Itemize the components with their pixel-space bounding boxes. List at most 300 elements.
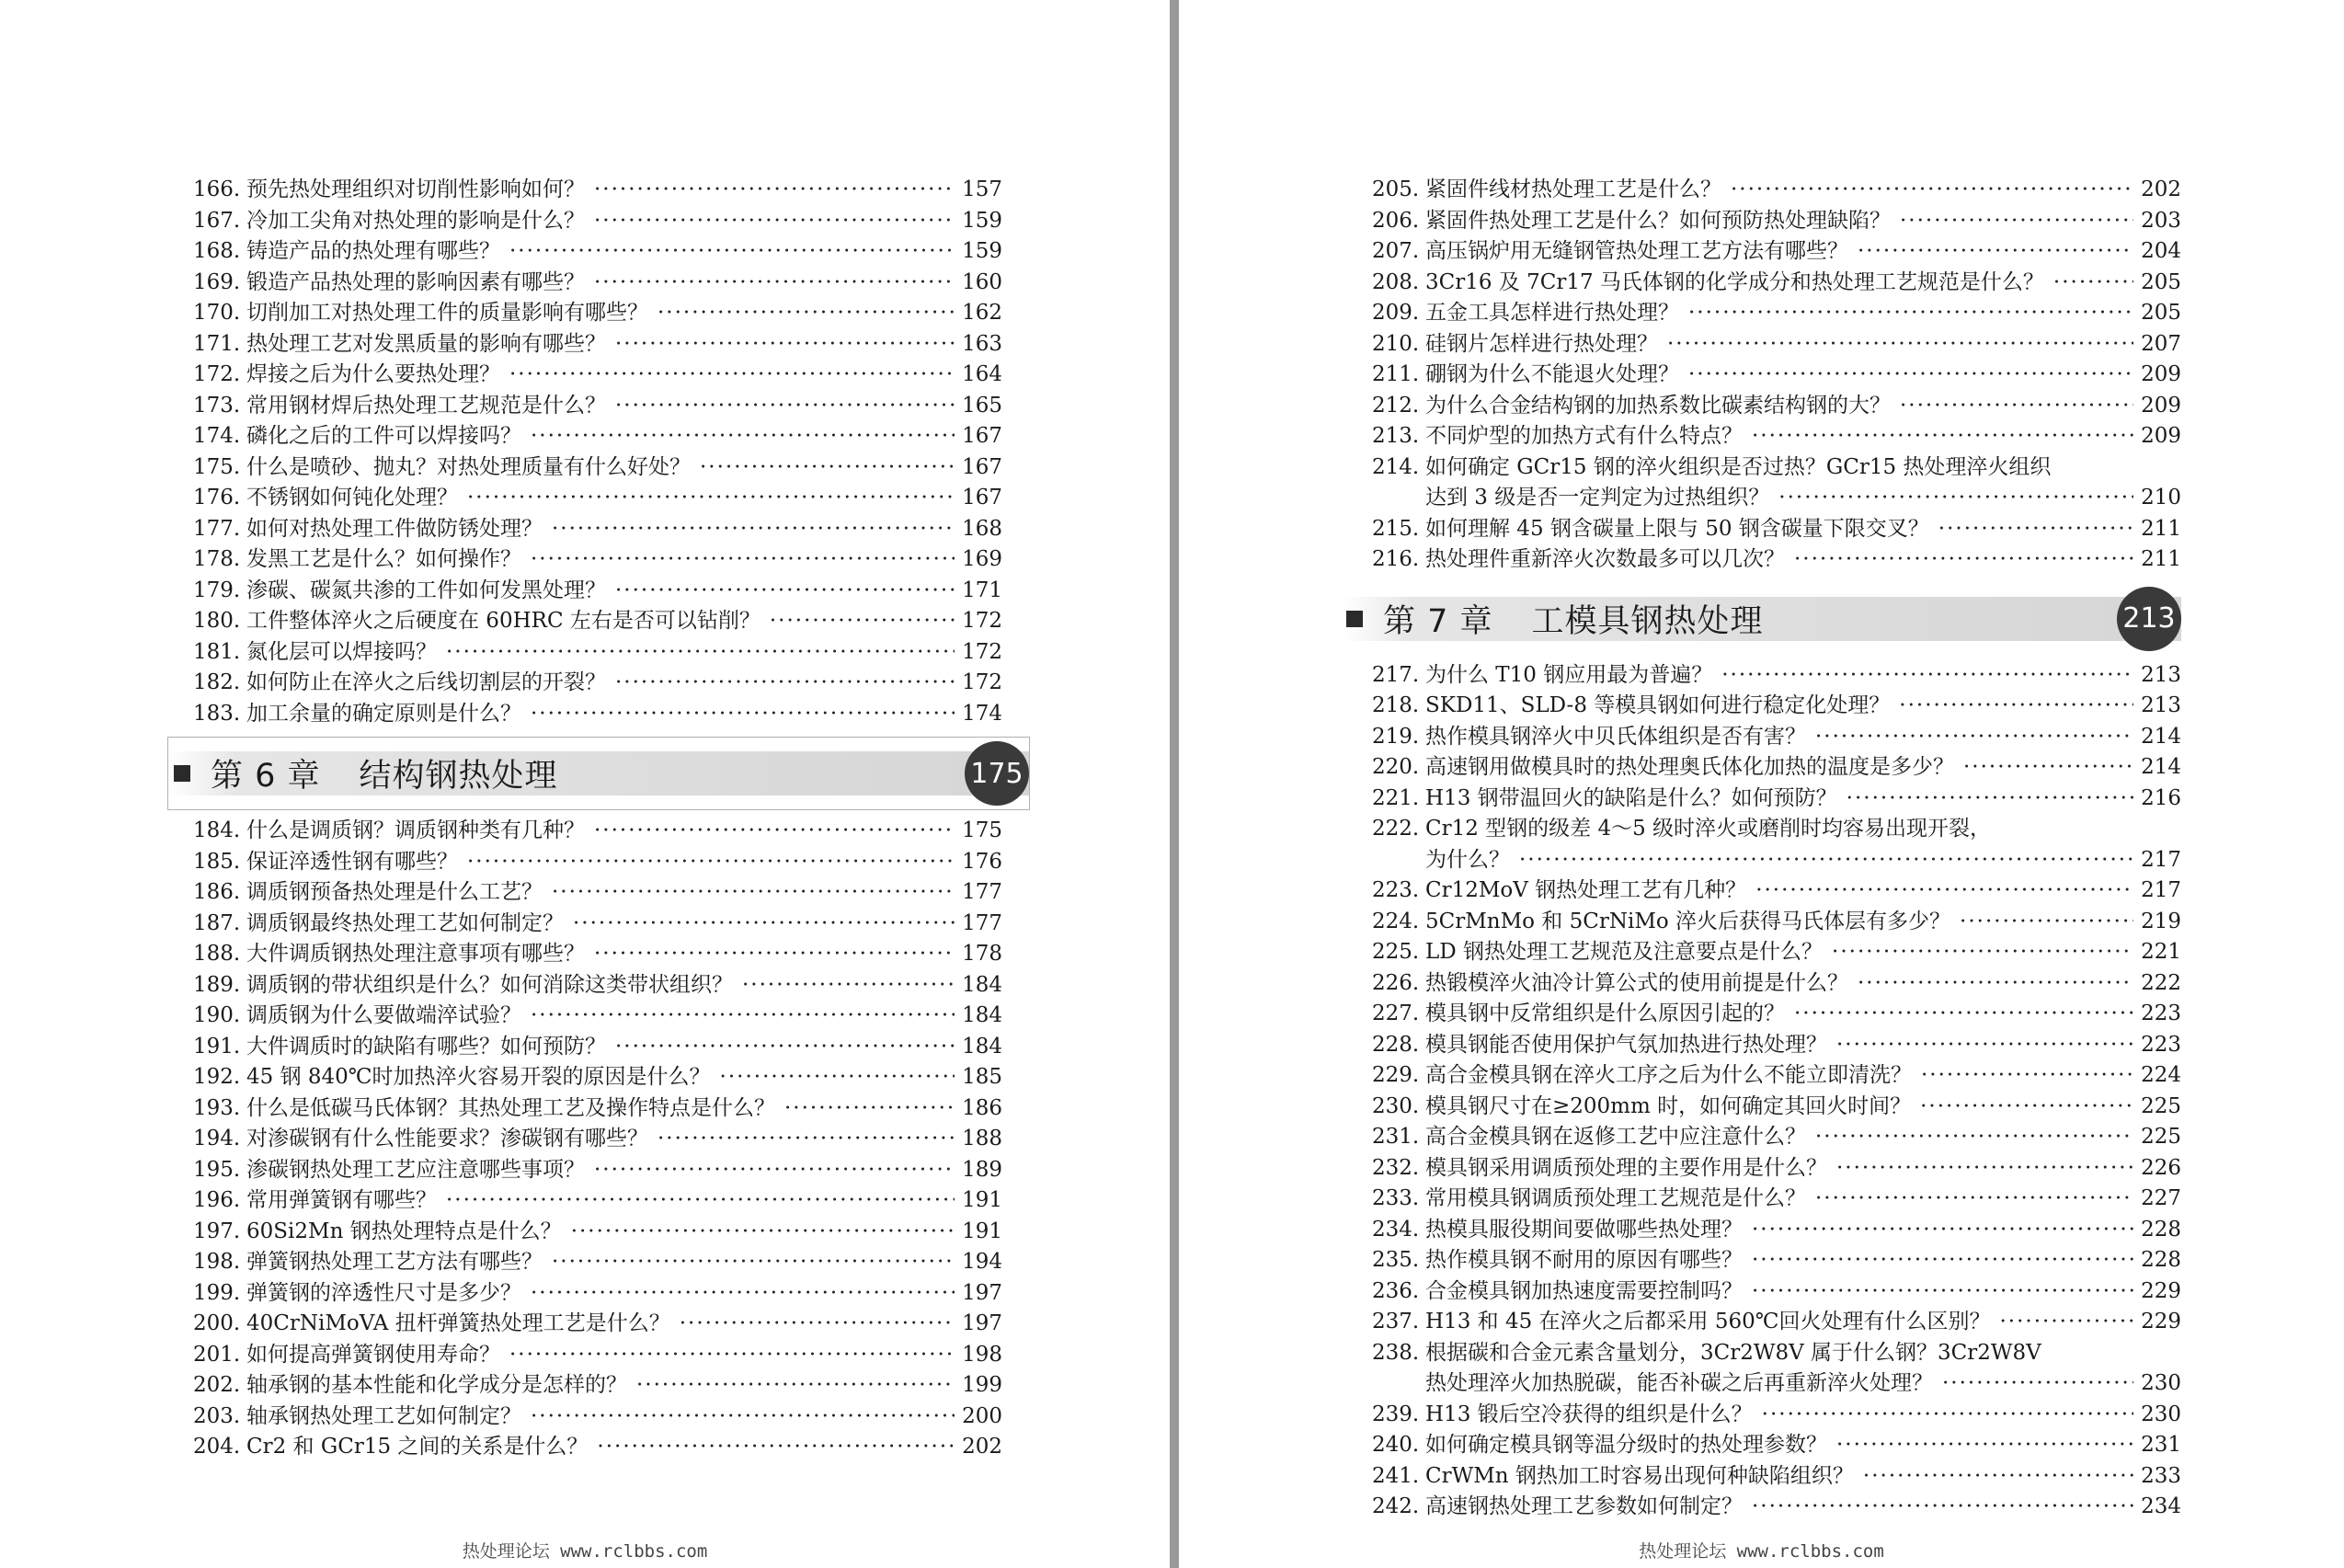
toc-entry-page: 228	[2141, 1217, 2181, 1242]
toc-entry-page: 219	[2141, 909, 2181, 933]
toc-entry-title: 热处理件重新淬火次数最多可以几次？	[1425, 547, 1785, 571]
dot-leader	[742, 970, 955, 1001]
dot-leader	[531, 1278, 955, 1310]
dot-leader	[1921, 1060, 2133, 1092]
toc-entry[interactable]	[193, 1185, 1002, 1217]
toc-entry[interactable]	[1372, 1153, 2181, 1185]
toc-entry-page: 214	[2141, 755, 2181, 779]
toc-entry[interactable]	[1372, 1492, 2181, 1523]
chapter-title: 结构钢热处理	[359, 758, 558, 795]
toc-entry-page: 217	[2141, 878, 2181, 902]
toc-entry-title: 轴承钢的基本性能和化学成分是怎样的？	[246, 1373, 627, 1397]
dot-leader	[571, 1217, 955, 1248]
toc-entry-page: 168	[962, 516, 1002, 541]
toc-entry[interactable]	[1372, 298, 2181, 329]
toc-entry-number: 215.	[1372, 516, 1420, 541]
toc-entry-title: 如何理解 45 钢含碳量上限与 50 钢含碳量下限交叉？	[1425, 516, 1929, 541]
toc-entry-number: 184.	[193, 818, 241, 842]
chapter-label: 第 7 章	[1383, 602, 1493, 640]
toc-entry-number: 199.	[193, 1280, 241, 1305]
toc-entry-title: 硅钢片怎样进行热处理？	[1425, 331, 1658, 356]
chapter-heading[interactable]	[1344, 583, 2181, 655]
dot-leader	[1863, 1461, 2133, 1493]
toc-entry-title: 发黑工艺是什么？如何操作？	[246, 547, 521, 571]
toc-entry-page: 205	[2141, 301, 2181, 325]
chapter-title: 工模具钢热处理	[1531, 602, 1764, 640]
toc-entry-page: 225	[2141, 1125, 2181, 1149]
toc-entry-page: 177	[962, 910, 1002, 935]
dot-leader	[1847, 784, 2133, 815]
toc-entry-page: 191	[962, 1219, 1002, 1243]
toc-entry-title: 工件整体淬火之后硬度在 60HRC 左右是否可以钻削？	[246, 609, 760, 633]
toc-entry-title: CrWMn 钢热加工时容易出现何种缺陷组织？	[1425, 1463, 1854, 1488]
toc-entry[interactable]	[1372, 329, 2181, 361]
dot-leader	[680, 1309, 955, 1340]
toc-entry-title: 根据碳和合金元素含量划分，3Cr2W8V 属于什么钢？3Cr2W8V	[1425, 1340, 2041, 1365]
dot-leader	[1836, 1153, 2133, 1185]
dot-leader	[467, 847, 955, 878]
left-page	[0, 0, 1170, 1568]
toc-entry[interactable]	[1372, 907, 2181, 938]
toc-entry[interactable]	[1372, 514, 2181, 545]
toc-entry[interactable]	[193, 668, 1002, 699]
toc-entry-number: 209.	[1372, 301, 1420, 325]
chapter-page-badge: 213	[2117, 587, 2181, 651]
toc-entry-page: 228	[2141, 1248, 2181, 1272]
toc-entry[interactable]	[1372, 1338, 2181, 1369]
toc-entry-page: 167	[962, 454, 1002, 479]
toc-entry[interactable]	[193, 1217, 1002, 1248]
toc-entry-title: 模具钢尺寸在≥200mm 时，如何确定其回火时间？	[1425, 1093, 1912, 1118]
toc-entry[interactable]	[193, 268, 1002, 299]
toc-entry-number: 195.	[193, 1157, 241, 1182]
toc-entry-title: 如何防止在淬火之后线切割层的开裂？	[246, 670, 606, 694]
toc-entry-number: 198.	[193, 1250, 241, 1274]
toc-entry[interactable]	[193, 1124, 1002, 1155]
toc-entry-page: 172	[962, 609, 1002, 633]
dot-leader	[594, 939, 955, 970]
toc-entry[interactable]	[193, 1062, 1002, 1093]
toc-entry-title: 如何确定 GCr15 钢的淬火组织是否过热？GCr15 热处理淬火组织	[1425, 454, 2052, 479]
toc-entry[interactable]	[193, 360, 1002, 391]
toc-entry-page: 213	[2141, 693, 2181, 717]
toc-section-after	[193, 816, 1002, 1463]
toc-entry-number: 176.	[193, 486, 241, 509]
toc-entry-title: 达到 3 级是否一定判定为过热组织？	[1425, 486, 1770, 509]
dot-leader	[615, 1032, 955, 1063]
toc-entry-title: 为什么合金结构钢的加热系数比碳素结构钢的大？	[1425, 393, 1891, 418]
toc-entry[interactable]	[193, 909, 1002, 940]
toc-entry-number: 234.	[1372, 1217, 1420, 1242]
toc-entry-title: 调质钢预备热处理是什么工艺？	[246, 880, 543, 904]
toc-entry-title: 调质钢的带状组织是什么？如何消除这类带状组织？	[246, 972, 733, 997]
toc-entry-title: 硼钢为什么不能退火处理？	[1425, 362, 1679, 386]
toc-entry[interactable]	[1372, 722, 2181, 753]
dot-leader	[1899, 691, 2133, 722]
toc-entry-title: 高合金模具钢在淬火工序之后为什么不能立即清洗？	[1425, 1063, 1912, 1087]
toc-entry-number: 220.	[1372, 755, 1420, 779]
dot-leader	[1858, 968, 2133, 1000]
toc-section-after	[1372, 660, 2181, 1523]
dot-leader	[597, 1432, 955, 1463]
toc-entry-number: 175.	[193, 454, 241, 479]
toc-entry-number: 172.	[193, 362, 241, 386]
toc-entry-title: 模具钢中反常组织是什么原因引起的？	[1425, 1001, 1785, 1025]
toc-entry-title: 锻造产品热处理的影响因素有哪些？	[246, 269, 585, 294]
dot-leader	[636, 1370, 955, 1402]
toc-entry[interactable]	[193, 1001, 1002, 1032]
dot-leader	[573, 909, 955, 940]
toc-entry-title: 热处理淬火加热脱碳，能否补碳之后再重新淬火处理？	[1425, 1371, 1933, 1395]
toc-entry[interactable]	[1372, 1030, 2181, 1061]
toc-entry-page: 189	[962, 1157, 1002, 1182]
toc-entry-page: 159	[962, 239, 1002, 263]
toc-entry-title: 铸造产品的热处理有哪些？	[246, 239, 500, 263]
dot-leader	[467, 483, 955, 514]
toc-entry-page: 184	[962, 972, 1002, 997]
dot-leader	[1752, 1215, 2133, 1246]
toc-entry-number: 168.	[193, 239, 241, 263]
toc-entry-title: Cr12 型钢的级差 4～5 级时淬火或磨削时均容易出现开裂，	[1425, 817, 1992, 841]
toc-entry[interactable]	[1372, 452, 2181, 484]
toc-entry[interactable]	[193, 699, 1002, 730]
toc-entry[interactable]	[1372, 876, 2181, 907]
toc-entry-number: 222.	[1372, 817, 1420, 841]
toc-entry[interactable]	[1372, 937, 2181, 968]
toc-entry[interactable]	[193, 637, 1002, 669]
toc-entry-page: 191	[962, 1188, 1002, 1212]
dot-leader	[594, 816, 955, 847]
toc-entry-page: 160	[962, 269, 1002, 294]
toc-entry[interactable]	[1372, 1245, 2181, 1276]
toc-entry[interactable]	[1372, 845, 2181, 876]
toc-entry-page: 184	[962, 1034, 1002, 1059]
toc-entry-page: 185	[962, 1065, 1002, 1089]
dot-leader	[531, 699, 955, 730]
dot-leader	[1721, 660, 2133, 692]
chapter-heading[interactable]	[167, 737, 1030, 810]
toc-entry-number: 201.	[193, 1342, 241, 1367]
toc-entry-number: 187.	[193, 910, 241, 935]
toc-entry-title: 如何确定模具钢等温分级时的热处理参数？	[1425, 1433, 1827, 1457]
toc-entry-title: 模具钢采用调质预处理的主要作用是什么？	[1425, 1155, 1827, 1180]
toc-entry-number: 213.	[1372, 424, 1420, 448]
toc-entry-page: 223	[2141, 1001, 2181, 1025]
toc-entry-number: 179.	[193, 578, 241, 602]
toc-entry-number: 166.	[193, 177, 241, 201]
dot-leader	[1794, 544, 2133, 576]
dot-leader	[615, 668, 955, 699]
toc-entry-number: 189.	[193, 972, 241, 997]
toc-entry[interactable]	[193, 877, 1002, 909]
toc-entry-page: 233	[2141, 1463, 2181, 1488]
toc-entry-number: 231.	[1372, 1125, 1420, 1149]
toc-entry[interactable]	[193, 1432, 1002, 1463]
toc-entry-page: 198	[962, 1342, 1002, 1367]
toc-entry[interactable]	[193, 1309, 1002, 1340]
toc-section-before	[193, 175, 1002, 729]
toc-entry-number: 221.	[1372, 785, 1420, 810]
dot-leader	[1794, 999, 2133, 1030]
toc-entry[interactable]	[1372, 814, 2181, 845]
toc-entry-title: 常用模具钢调质预处理工艺规范是什么？	[1425, 1186, 1806, 1210]
chapter-page-badge: 175	[965, 741, 1029, 806]
toc-entry[interactable]	[1372, 1368, 2181, 1400]
toc-entry-page: 163	[962, 331, 1002, 356]
toc-entry-title: 渗碳钢热处理工艺应注意哪些事项？	[246, 1157, 585, 1182]
toc-entry[interactable]	[193, 1340, 1002, 1371]
dot-leader	[700, 452, 955, 484]
toc-entry[interactable]	[1372, 1461, 2181, 1493]
toc-entry-number: 191.	[193, 1034, 241, 1059]
toc-entry[interactable]	[193, 1278, 1002, 1310]
toc-entry-number: 240.	[1372, 1433, 1420, 1457]
toc-entry[interactable]	[193, 1247, 1002, 1278]
toc-entry[interactable]	[1372, 1400, 2181, 1431]
toc-entry[interactable]	[1372, 1215, 2181, 1246]
toc-entry-title: 合金模具钢加热速度需要控制吗？	[1425, 1278, 1743, 1303]
dot-leader	[1938, 514, 2133, 545]
dot-leader	[1920, 1092, 2133, 1123]
square-bullet-icon	[1346, 611, 1363, 627]
toc-entry-title: 大件调质钢热处理注意事项有哪些？	[246, 942, 585, 966]
toc-entry-title: 模具钢能否使用保护气氛加热进行热处理？	[1425, 1032, 1827, 1057]
toc-entry-number: 185.	[193, 849, 241, 874]
toc-entry-page: 165	[962, 393, 1002, 418]
toc-entry[interactable]	[193, 816, 1002, 847]
toc-entry-number: 219.	[1372, 724, 1420, 749]
dot-leader	[552, 1247, 955, 1278]
toc-entry[interactable]	[193, 483, 1002, 514]
dot-leader	[1778, 483, 2133, 514]
chapter-label: 第 6 章	[211, 758, 321, 795]
toc-entry[interactable]	[1372, 1307, 2181, 1338]
dot-leader	[1752, 421, 2133, 452]
dot-leader	[1755, 876, 2133, 907]
toc-entry[interactable]	[193, 175, 1002, 206]
toc-entry-page: 209	[2141, 424, 2181, 448]
toc-entry-page: 209	[2141, 393, 2181, 418]
toc-entry-title: 紧固件热处理工艺是什么？如何预防热处理缺陷？	[1425, 208, 1891, 233]
toc-entry-title: 什么是低碳马氏体钢？其热处理工艺及操作特点是什么？	[246, 1095, 775, 1120]
toc-entry-number: 224.	[1372, 909, 1420, 933]
toc-entry-number: 236.	[1372, 1278, 1420, 1303]
toc-entry-title: 如何对热处理工件做防锈处理？	[246, 516, 543, 541]
toc-entry[interactable]	[193, 1093, 1002, 1125]
dot-leader	[615, 329, 955, 361]
toc-entry[interactable]	[1372, 236, 2181, 268]
toc-entry-title: 45 钢 840℃时加热淬火容易开裂的原因是什么？	[246, 1065, 711, 1089]
toc-entry-number: 190.	[193, 1003, 241, 1027]
toc-entry-page: 194	[962, 1250, 1002, 1274]
toc-entry-number: 212.	[1372, 393, 1420, 418]
toc-entry-number: 183.	[193, 701, 241, 726]
toc-entry-title: 紧固件线材热处理工艺是什么？	[1425, 177, 1721, 201]
dot-leader	[1688, 298, 2133, 329]
toc-entry-number: 174.	[193, 424, 241, 448]
dot-leader	[1999, 1307, 2133, 1338]
toc-entry-number: 210.	[1372, 331, 1420, 356]
toc-entry[interactable]	[193, 421, 1002, 452]
toc-entry-number: 214.	[1372, 454, 1420, 479]
toc-entry[interactable]	[1372, 752, 2181, 784]
toc-entry-title: SKD11、SLD-8 等模具钢如何进行稳定化处理？	[1425, 693, 1891, 717]
toc-entry[interactable]	[193, 514, 1002, 545]
toc-entry-page: 172	[962, 670, 1002, 694]
toc-entry[interactable]	[193, 1370, 1002, 1402]
toc-entry-number: 204.	[193, 1435, 241, 1459]
toc-entry-number: 194.	[193, 1127, 241, 1150]
toc-entry[interactable]	[193, 1155, 1002, 1186]
toc-entry[interactable]	[193, 298, 1002, 329]
toc-entry[interactable]	[193, 206, 1002, 237]
toc-entry-page: 234	[2141, 1494, 2181, 1518]
toc-entry[interactable]	[1372, 483, 2181, 514]
toc-entry-page: 205	[2141, 269, 2181, 294]
toc-entry-number: 211.	[1372, 362, 1420, 386]
toc-entry-title: 高合金模具钢在返修工艺中应注意什么？	[1425, 1125, 1806, 1149]
toc-entry[interactable]	[1372, 268, 2181, 299]
toc-entry-title: 渗碳、碳氮共渗的工件如何发黑处理？	[246, 578, 606, 602]
toc-entry-number: 238.	[1372, 1340, 1420, 1365]
toc-entry-page: 217	[2141, 847, 2181, 872]
dot-leader	[720, 1062, 955, 1093]
toc-entry[interactable]	[1372, 391, 2181, 422]
toc-entry[interactable]	[1372, 544, 2181, 576]
toc-entry[interactable]	[193, 1032, 1002, 1063]
toc-entry-number: 178.	[193, 547, 241, 571]
toc-entry[interactable]	[1372, 1276, 2181, 1308]
dot-leader	[770, 606, 955, 637]
toc-entry[interactable]	[193, 391, 1002, 422]
toc-entry[interactable]	[1372, 421, 2181, 452]
toc-entry-title: 什么是喷砂、抛丸？对热处理质量有什么好处？	[246, 454, 691, 479]
dot-leader	[594, 175, 955, 206]
toc-entry-number: 208.	[1372, 269, 1420, 294]
toc-list	[1372, 175, 2181, 1523]
dot-leader	[657, 298, 955, 329]
toc-entry-page: 164	[962, 362, 1002, 386]
toc-entry-number: 171.	[193, 331, 241, 356]
toc-entry-number: 197.	[193, 1219, 241, 1243]
toc-entry-page: 171	[962, 578, 1002, 602]
toc-entry-number: 239.	[1372, 1402, 1420, 1426]
toc-entry[interactable]	[1372, 1430, 2181, 1461]
dot-leader	[1836, 1030, 2133, 1061]
toc-entry-number: 186.	[193, 880, 241, 904]
toc-entry[interactable]	[1372, 660, 2181, 692]
toc-section-before	[1372, 175, 2181, 576]
toc-entry[interactable]	[193, 606, 1002, 637]
toc-entry-page: 169	[962, 547, 1002, 571]
toc-entry[interactable]	[1372, 1184, 2181, 1215]
toc-entry[interactable]	[1372, 691, 2181, 722]
toc-entry-page: 188	[962, 1127, 1002, 1150]
toc-entry[interactable]	[1372, 360, 2181, 391]
toc-entry-title: H13 锻后空冷获得的组织是什么？	[1425, 1402, 1753, 1426]
toc-entry-page: 204	[2141, 239, 2181, 263]
toc-entry-number: 207.	[1372, 239, 1420, 263]
right-page	[1179, 0, 2344, 1568]
toc-entry-number: 235.	[1372, 1248, 1420, 1272]
toc-entry-title: 不同炉型的加热方式有什么特点？	[1425, 424, 1743, 448]
toc-entry[interactable]	[1372, 1122, 2181, 1153]
toc-entry-title: H13 和 45 在淬火之后都采用 560℃回火处理有什么区别？	[1425, 1310, 1991, 1333]
toc-entry-title: 高压锅炉用无缝钢管热处理工艺方法有哪些？	[1425, 239, 1848, 263]
dot-leader	[784, 1093, 955, 1125]
dot-leader	[531, 1001, 955, 1032]
dot-leader	[1900, 206, 2133, 237]
toc-entry-page: 167	[962, 424, 1002, 448]
toc-entry[interactable]	[1372, 1092, 2181, 1123]
toc-entry[interactable]	[193, 544, 1002, 576]
dot-leader	[1942, 1368, 2133, 1400]
toc-entry-number: 200.	[193, 1311, 241, 1335]
dot-leader	[509, 360, 955, 391]
toc-entry-number: 206.	[1372, 208, 1420, 233]
dot-leader	[1832, 937, 2133, 968]
dot-leader	[615, 576, 955, 607]
toc-entry-title: Cr2 和 GCr15 之间的关系是什么？	[246, 1435, 589, 1459]
dot-leader	[657, 1124, 955, 1155]
toc-entry[interactable]	[1372, 1060, 2181, 1092]
toc-entry-page: 162	[962, 301, 1002, 325]
toc-entry-page: 184	[962, 1003, 1002, 1027]
toc-entry[interactable]	[1372, 175, 2181, 206]
dot-leader	[1752, 1245, 2133, 1276]
toc-entry-title: 切削加工对热处理工件的质量影响有哪些？	[246, 301, 648, 325]
toc-entry-page: 175	[962, 818, 1002, 842]
toc-entry[interactable]	[1372, 968, 2181, 1000]
toc-entry[interactable]	[193, 939, 1002, 970]
toc-entry-number: 233.	[1372, 1186, 1420, 1210]
toc-entry-title: 什么是调质钢？调质钢种类有几种？	[246, 818, 585, 842]
toc-entry-number: 180.	[193, 609, 241, 633]
toc-entry-title: 为什么？	[1425, 847, 1510, 872]
toc-entry-page: 202	[2141, 177, 2181, 201]
toc-entry[interactable]	[193, 1402, 1002, 1433]
dot-leader	[1858, 236, 2133, 268]
dot-leader	[1815, 1122, 2133, 1153]
dot-leader	[1667, 329, 2133, 361]
toc-entry-page: 200	[962, 1403, 1002, 1428]
toc-entry[interactable]	[193, 970, 1002, 1001]
toc-entry-page: 203	[2141, 208, 2181, 233]
toc-entry-number: 173.	[193, 393, 241, 418]
toc-entry-title: 3Cr16 及 7Cr17 马氏体钢的化学成分和热处理工艺规范是什么？	[1425, 269, 2044, 294]
dot-leader	[509, 1340, 955, 1371]
toc-entry[interactable]	[193, 329, 1002, 361]
toc-entry-page: 227	[2141, 1186, 2181, 1210]
toc-entry-page: 222	[2141, 970, 2181, 995]
toc-entry-page: 211	[2141, 516, 2181, 541]
toc-entry[interactable]	[1372, 784, 2181, 815]
dot-leader	[594, 268, 955, 299]
toc-entry-page: 229	[2141, 1278, 2181, 1303]
toc-entry[interactable]	[193, 452, 1002, 484]
toc-entry-page: 167	[962, 486, 1002, 509]
toc-entry[interactable]	[193, 847, 1002, 878]
toc-entry[interactable]	[1372, 999, 2181, 1030]
toc-entry-page: 226	[2141, 1155, 2181, 1180]
toc-entry[interactable]	[193, 576, 1002, 607]
dot-leader	[1836, 1430, 2133, 1461]
toc-entry-number: 202.	[193, 1373, 241, 1397]
toc-entry[interactable]	[1372, 206, 2181, 237]
toc-entry-title: 60Si2Mn 钢热处理特点是什么？	[246, 1219, 562, 1243]
toc-entry-page: 225	[2141, 1093, 2181, 1118]
toc-entry[interactable]	[193, 236, 1002, 268]
